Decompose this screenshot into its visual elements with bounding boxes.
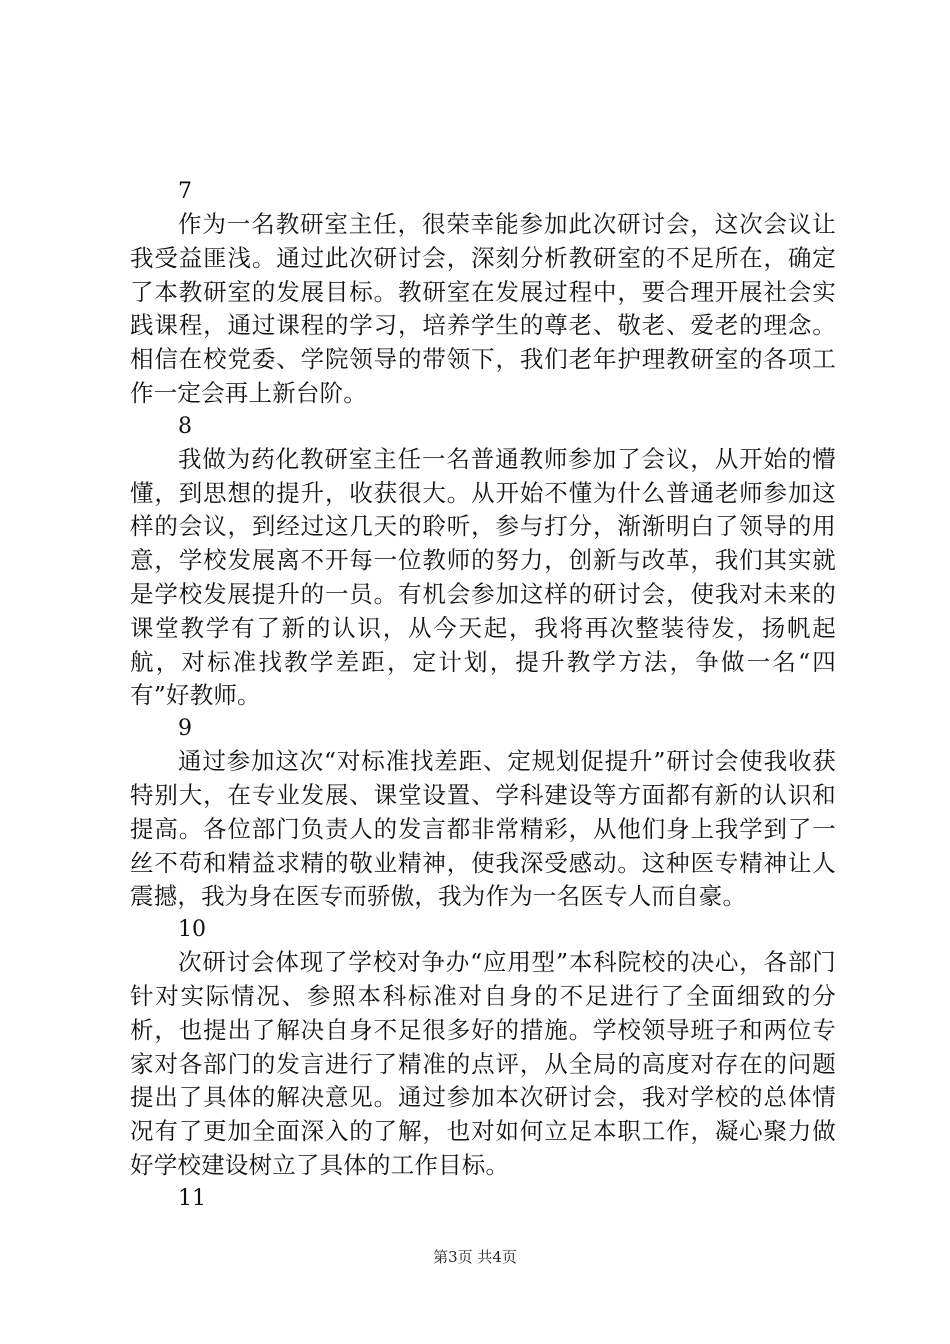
section-number: 8 xyxy=(178,413,192,439)
page-footer: 第3页 共4页 xyxy=(433,1248,517,1266)
section-paragraph: 作为一名教研室主任，很荣幸能参加此次研讨会，这次会议让我受益匪浅。通过此次研讨会，深刻分析教研室的不足所在，确定了本教研室的发展目标。教研室在发展过程中，要合理开展社会实践课程，通过课程的学习，培养学生的尊老、敬老、爱老的理念。相信在校党委、学院领导的带领下，我们老年护理教研室的各项工作一定会再上新台阶。 xyxy=(130,210,836,407)
section-number: 10 xyxy=(178,917,206,943)
section-number: 7 xyxy=(178,179,192,204)
document-body xyxy=(130,176,836,1215)
section-paragraph: 通过参加这次“对标准找差距、定规划促提升”研讨会使我收获特别大，在专业发展、课堂设置、学科建设等方面都有新的认识和提高。各位部门负责人的发言都非常精彩，从他们身上我学到了一丝不苟和精益求精的敬业精神，使我深受感动。这种医专精神让人震撼，我为身在医专而骄傲，我为作为一名医专人而自豪。 xyxy=(130,747,836,911)
section-number: 9 xyxy=(178,716,192,742)
section-number: 11 xyxy=(178,1185,206,1211)
section-paragraph: 次研讨会体现了学校对争办“应用型”本科院校的决心，各部门针对实际情况、参照本科标准对自身的不足进行了全面细致的分析，也提出了解决自身不足很多好的措施。学校领导班子和两位专家对各部门的发言进行了精准的点评，从全局的高度对存在的问题提出了具体的解决意见。通过参加本次研讨会，我对学校的总体情况有了更加全面深入的了解，也对如何立足本职工作，凝心聚力做好学校建设树立了具体的工作目标。 xyxy=(130,948,836,1179)
section-paragraph: 我做为药化教研室主任一名普通教师参加了会议，从开始的懵懂，到思想的提升，收获很大。从开始不懂为什么普通老师参加这样的会议，到经过这几天的聆听，参与打分，渐渐明白了领导的用意，学校发展离不开每一位教师的努力，创新与改革，我们其实就是学校发展提升的一员。有机会参加这样的研讨会，使我对未来的课堂教学有了新的认识，从今天起，我将再次整装待发，扬帆起航，对标准找教学差距，定计划，提升教学方法，争做一名“四有”好教师。 xyxy=(130,444,836,710)
